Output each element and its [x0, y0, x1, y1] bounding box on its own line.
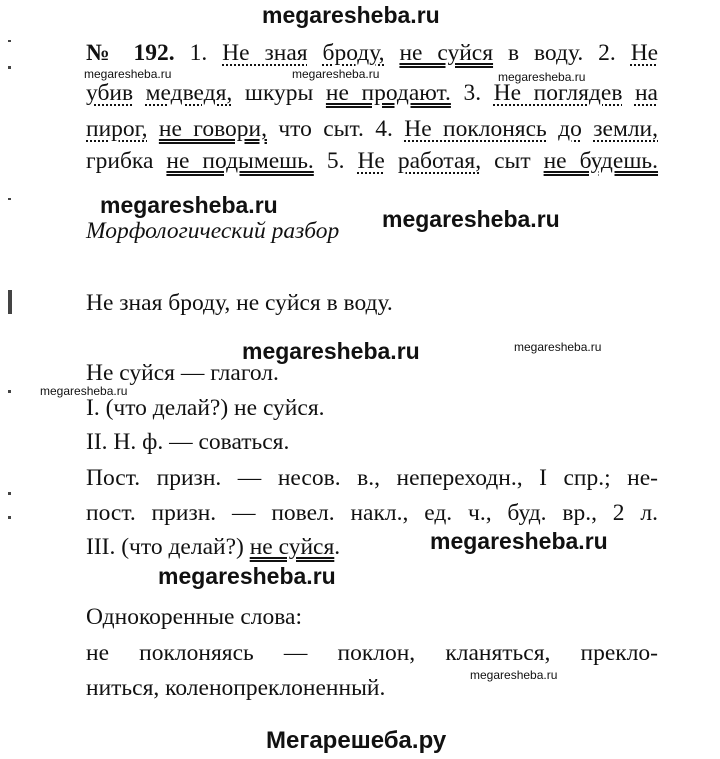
adverbial-phrase: до	[558, 116, 582, 142]
watermark-small: megaresheba.ru	[292, 67, 380, 81]
scan-mark	[8, 290, 12, 314]
predicate: не суйся	[399, 40, 494, 66]
watermark-large: megaresheba.ru	[242, 338, 420, 364]
sentence-number: 4.	[375, 116, 393, 142]
adverbial-phrase: Не зная	[222, 40, 308, 66]
cognates-line-2: ниться, коленопреклоненный.	[86, 675, 386, 701]
watermark-large: megaresheba.ru	[158, 563, 336, 589]
watermark-small: megaresheba.ru	[514, 340, 602, 354]
exercise-line-3	[86, 116, 658, 143]
analysis-item-3-word: не суйся	[249, 534, 335, 560]
predicate: не будешь.	[543, 148, 659, 174]
sentence-number: 1.	[189, 40, 208, 66]
analysis-word: Не суйся — глагол.	[86, 360, 279, 386]
adverbial-phrase: работая,	[397, 148, 482, 174]
text-fragment: в воду.	[507, 40, 584, 66]
watermark-small: megaresheba.ru	[84, 67, 172, 81]
adverbial-phrase: убив	[86, 80, 134, 106]
analysis-item-3	[86, 534, 340, 561]
analysis-item-3-question: III. (что делай?)	[86, 534, 244, 560]
watermark-small: megaresheba.ru	[470, 668, 558, 682]
adverbial-phrase: пирог,	[86, 116, 148, 142]
section-heading: Морфологический разбор	[86, 218, 340, 244]
watermark-small: megaresheba.ru	[40, 384, 128, 398]
analysis-item-2: II. Н. ф. — соваться.	[86, 429, 290, 455]
adverbial-phrase: Не	[357, 148, 385, 174]
analysis-item-1: I. (что делай?) не суйся.	[86, 395, 325, 421]
punctuation: .	[334, 534, 341, 560]
text-fragment: грибка	[86, 148, 154, 174]
adverbial-phrase: на	[634, 80, 658, 106]
watermark-small: megaresheba.ru	[498, 70, 586, 84]
adverbial-phrase: броду,	[322, 40, 385, 66]
scan-mark	[8, 516, 11, 519]
cognates-line-1: не поклоняясь — поклон, кланяться, прекло-	[86, 640, 658, 666]
predicate: не говори,	[158, 116, 267, 142]
adverbial-phrase: Не	[630, 40, 659, 66]
adverbial-phrase: Не поглядев	[493, 80, 623, 106]
exercise-line-4	[86, 148, 658, 175]
footer-watermark: Мегарешеба.ру	[266, 727, 447, 754]
predicate: не подымешь.	[166, 148, 314, 174]
analysis-sentence: Не зная броду, не суйся в воду.	[86, 290, 393, 316]
scan-mark	[8, 198, 11, 200]
scan-mark	[8, 66, 11, 69]
cognates-heading: Однокоренные слова:	[86, 604, 302, 630]
exercise-line-2	[86, 80, 658, 107]
sentence-number: 3.	[463, 80, 482, 106]
header-watermark: megaresheba.ru	[262, 2, 440, 28]
text-fragment: что сыт.	[278, 116, 364, 142]
watermark-large: megaresheba.ru	[430, 528, 608, 554]
sentence-number: 5.	[326, 148, 345, 174]
adverbial-phrase: медведя,	[145, 80, 233, 106]
sentence-number: 2.	[598, 40, 616, 66]
adverbial-phrase: земли,	[593, 116, 658, 142]
adverbial-phrase: Не поклонясь	[404, 116, 547, 142]
exercise-line-1	[86, 40, 658, 67]
analysis-variable-features: пост. призн. — повел. накл., ед. ч., буд. вр., 2 л.	[86, 500, 658, 526]
analysis-constant-features: Пост. призн. — несов. в., непереходн., I спр.; не-	[86, 465, 658, 491]
scan-mark	[8, 492, 11, 495]
scan-mark	[8, 390, 11, 393]
text-fragment: шкуры	[244, 80, 314, 106]
watermark-large: megaresheba.ru	[100, 192, 278, 218]
exercise-number: № 192.	[86, 40, 175, 66]
predicate: не продают.	[325, 80, 451, 106]
watermark-large: megaresheba.ru	[382, 206, 560, 232]
scan-mark	[8, 40, 11, 42]
text-fragment: сыт	[494, 148, 531, 174]
